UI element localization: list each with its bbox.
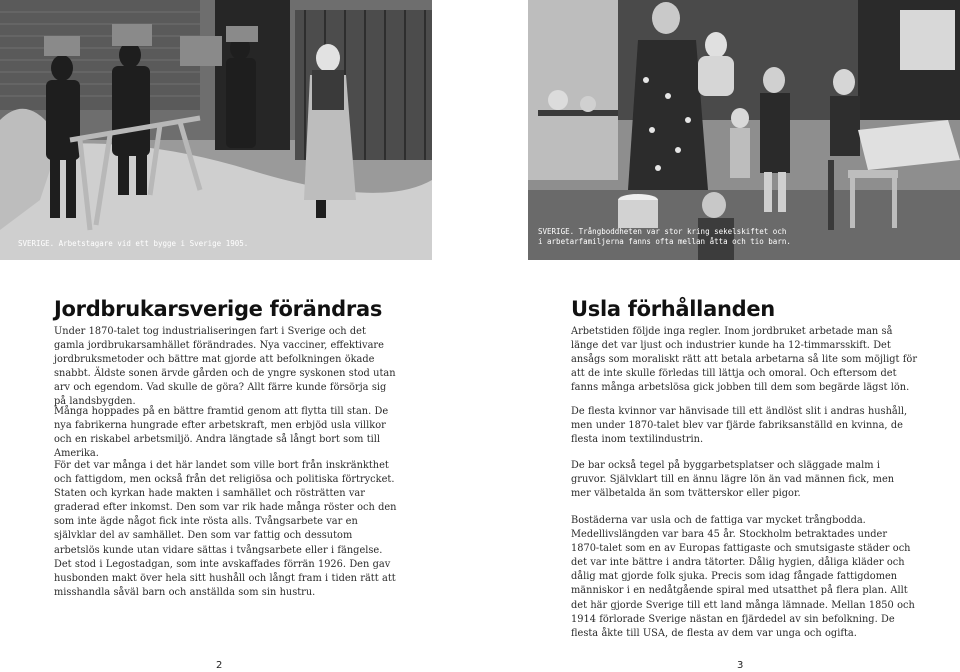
photo-construction-workers [0, 0, 432, 260]
left-page-number: 2 [216, 660, 223, 671]
left-photo-caption: SVERIGE. Arbetstagare vid ett bygge i Sverige 1905. [18, 239, 249, 248]
right-paragraph-3: De bar också tegel på byggarbetsplatser och släggade malm i gruvor. Självklart till en ännu lägre lön än vad männen fick, men mer välbetalda än som tvätterskor eller pigor. [571, 460, 895, 500]
right-page-number: 3 [737, 660, 744, 671]
left-paragraph-3: För det var många i det här landet som ville bort från inskränkthet och fattigdom, men också från det religiösa och politiska förtrycket. Staten och kyrkan hade makten i samhället och rösträtten var graderad efter inkomst. Den som var rik hade många röster och den som inte ägde något fick inte rösta alls. Tvångsarbete var en självklar del av samhället. Den som var fattig och dessutom arbetslös kunde utan vidare sättas i tvångsarbete eller i fängelse. Det stod i Legostadgan, som inte avskaffades förrän 1926. Den gav husbonden makt över hela sitt hushåll och långt fram i tiden rätt att misshandla såväl barn och anställda som sin hustru. [54, 460, 397, 598]
right-photo-caption: SVERIGE. Trångboddheten var stor kring sekelskiftet och i arbetarfamiljerna fanns ofta mellan åtta och tio barn. [538, 227, 791, 246]
right-page-heading: Usla förhållanden [571, 297, 775, 321]
photo-crowded-family-home [528, 0, 960, 260]
right-paragraph-4: Bostäderna var usla och de fattiga var mycket trångbodda. Medellivslängden var bara 45 år. Stockholm betraktades under 1870-talet som en av Europas fattigaste och smutsigaste städer och det var inte bättre i andra tätorter. Dålig hygien, dåliga kläder och dålig mat gjorde folk sjuka. Precis som idag fångade fattigdomen människor i en nedåtgående spiral med utsatthet på flera plan. Allt det här gjorde Sverige till ett land många lämnade. Mellan 1850 och 1914 förlorade Sverige nästan en fjärdedel av sin befolkning. De flesta åkte till USA, de flesta av dem var unga och ogifta. [571, 515, 915, 639]
left-page-heading: Jordbrukarsverige förändras [54, 297, 383, 321]
right-paragraph-2: De flesta kvinnor var hänvisade till ett ändlöst slit i andras hushåll, men under 1870-talet blev var fjärde fabriksanställd en kvinna, de flesta inom textilindustrin. [571, 406, 908, 446]
left-paragraph-2: Många hoppades på en bättre framtid genom att flytta till stan. De nya fabrikerna hungrade efter arbetskraft, men erbjöd usla villkor och en riskabel arbetsmiljö. Andra längtade så långt bort som till Amerika. [54, 406, 389, 460]
left-paragraph-1: Under 1870-talet tog industrialiseringen fart i Sverige och det gamla jordbrukarsamhället förändrades. Nya vacciner, effektivare jordbruksmetoder och bättre mat gjorde att befolkningen ökade snabbt. Äldste sonen ärvde gården och de yngre syskonen stod utan arv och egendom. Vad skulle de göra? Allt färre kunde försörja sig på landsbygden. [54, 326, 396, 408]
right-paragraph-1: Arbetstiden följde inga regler. Inom jordbruket arbetade man så länge det var ljust och industrier kunde ha 12-timmarsskift. Det ansågs som moraliskt rätt att betala arbetarna så lite som möjligt för att de inte skulle förledas till lättja och omoral. Och eftersom det fanns många arbetslösa gick jobben till dem som begärde lägst lön. [571, 326, 917, 394]
construction-scene-image [0, 0, 432, 260]
family-scene-image [528, 0, 960, 260]
